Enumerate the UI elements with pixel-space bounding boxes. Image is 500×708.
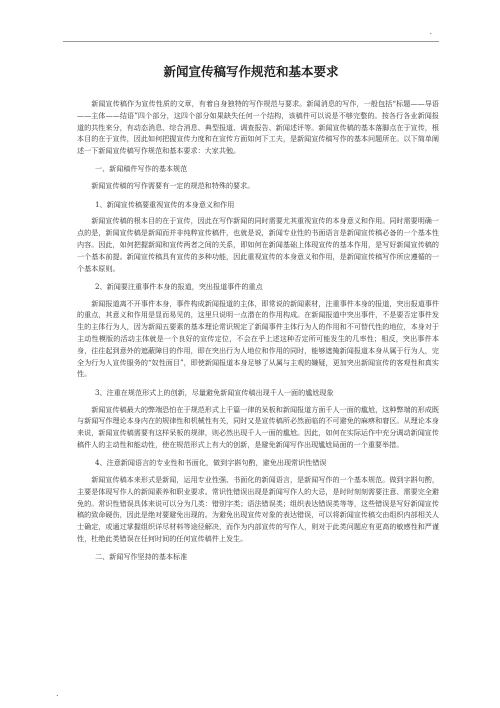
header-mark: . <box>429 27 432 36</box>
subsection-heading: 3、注重在规范形式上的创新，尽量避免新闻宣传稿出现千人一面的尴尬现象 <box>95 387 334 397</box>
body-paragraph: 新闻宣传稿的写作需要有一定的规范和特殊的要求。 <box>91 181 255 191</box>
header-rule <box>63 41 439 42</box>
document-body <box>77 98 439 568</box>
section-heading: 一、新闻稿件写作的基本规范 <box>95 164 188 174</box>
body-paragraph: 新闻报道离不开事件本身，事件构成新闻报道的主体，即常说的新闻素材，注重事件本身的报道，突出报道事件的重点，其意义和作用是显而易见的，这里只说明一点潜在的作用构成。在新闻报道中突出事件，不是要否定事件发生的主体行为人，因为新闻五要素的基本理论常识规定了新闻事件主体行为人的作用和不可替代性的地位，本身对于主动性模版的活动主体就是一个良好的宣传定位，不会在乎上述这种否定所可能发生的几率性；相反，突出事件本身，往往起到意外的遮蔽障目的作用，即在突出行为人地位和作用的同时，能够遮掩新闻报道本身从属于行为人，完全为行为人宣传服务的“奴性面目”，即使新闻报道本身足够了从属与主观的嫌疑，更加突出新闻宣传的客观性和真实性。 <box>77 298 439 379</box>
footer-mark: . <box>56 689 59 698</box>
subsection-heading: 4、注意新闻语言的专业性和书面化，做到字斟句酌，避免出现常识性错误 <box>95 458 327 468</box>
body-paragraph: 新闻宣传稿作为宣传性质的文章，有着自身独特的写作规范与要求。新闻消息的写作，一般包括“标题——导语——主体——结语”四个部分，这四个部分如果缺失任何一个结构，该稿件可以说是不够完整的。按各行各业新闻报道的共性来分，有动态消息、综合消息、典型报道、调查报告、新闻述评等。新闻宣传稿的基本落脚点在于宣传，根本目的在于宣传，因此如何把握宣传力度和在宣传方面如何下工夫，是新闻宣传稿写作的基本问题所在。以下简单阐述一下新闻宣传稿写作规范和基本要求：大家共勉。 <box>77 99 439 156</box>
subsection-heading: 1、新闻宣传稿要重视宣传的本身意义和作用 <box>95 199 235 209</box>
document-title: 新闻宣传稿写作规范和基本要求 <box>163 64 339 79</box>
body-paragraph: 新闻宣传稿最大的弊端恐怕在于规范形式上千篇一律的呆板和新闻报道方面千人一面的尴尬，这种弊端的形成既与新闻写作理论本身内在的规律性和机械性有关，同时又是宣传稿所必然面临的不可避免的麻痹和窘区。从理论本身来说，新闻宣传稿需要有这样呆板的规律，则必然出现千人一面的尴尬。因此，如何在实际运作中充分调动新闻宣传稿件人的主动性和能动性，使在规范形式上有大的创新，是避免新闻写作出现尴尬局面的一个重要举措。 <box>77 404 439 449</box>
body-paragraph: 新闻宣传稿本来形式是新闻，运用专业性强、书面化的新闻语言，是新闻写作的一个基本规范。做到字斟句酌，主要是体现写作人的新闻素养和职业要求。常识性错误出现是新闻写作人的大忌，是时时刻刻需要注意、需要完全避免的。常识性错误具体来说可以分为几类：错别字类；语法错误类；组织表达错误类等等，这些错误是写好新闻宣传稿的致命硬伤，因此是绝对要避免出现的。为避免出现宣传对象的表达错误，可以将新闻宣传稿交由组织内部相关人士确定，或通过掌握组织详尽材料等途径解决，而作为内部宣传的写作人，则对于此类问题应有更高的敏感性和严谨性，杜绝此类错误在任何时间的任何宣传稿件上发生。 <box>77 475 439 543</box>
subsection-heading: 2、新闻要注重事件本身的报道，突出报道事件的重点 <box>95 281 263 291</box>
section-heading: 二、新闻写作坚持的基本标准 <box>95 552 188 562</box>
body-paragraph: 新闻宣传稿的根本目的在于宣传，因此在写作新闻的同时需要尤其重视宣传的本身意义和作用。同时需要明确一点的是，新闻宣传稿是新闻而并非纯粹宣传稿件，也就是说，新闻专业性的书面语言是新闻宣传稿必备的一个基本性内容。因此，如何把握新闻和宣传两者之间的关系，即如何在新闻基础上体现宣传的基本作用，是写好新闻宣传稿的一个基本前提。新闻宣传稿具有宣传的多种功能，因此重视宣传的本身意义和作用，是新闻宣传稿写作所应遵循的一个基本原则。 <box>77 216 439 273</box>
